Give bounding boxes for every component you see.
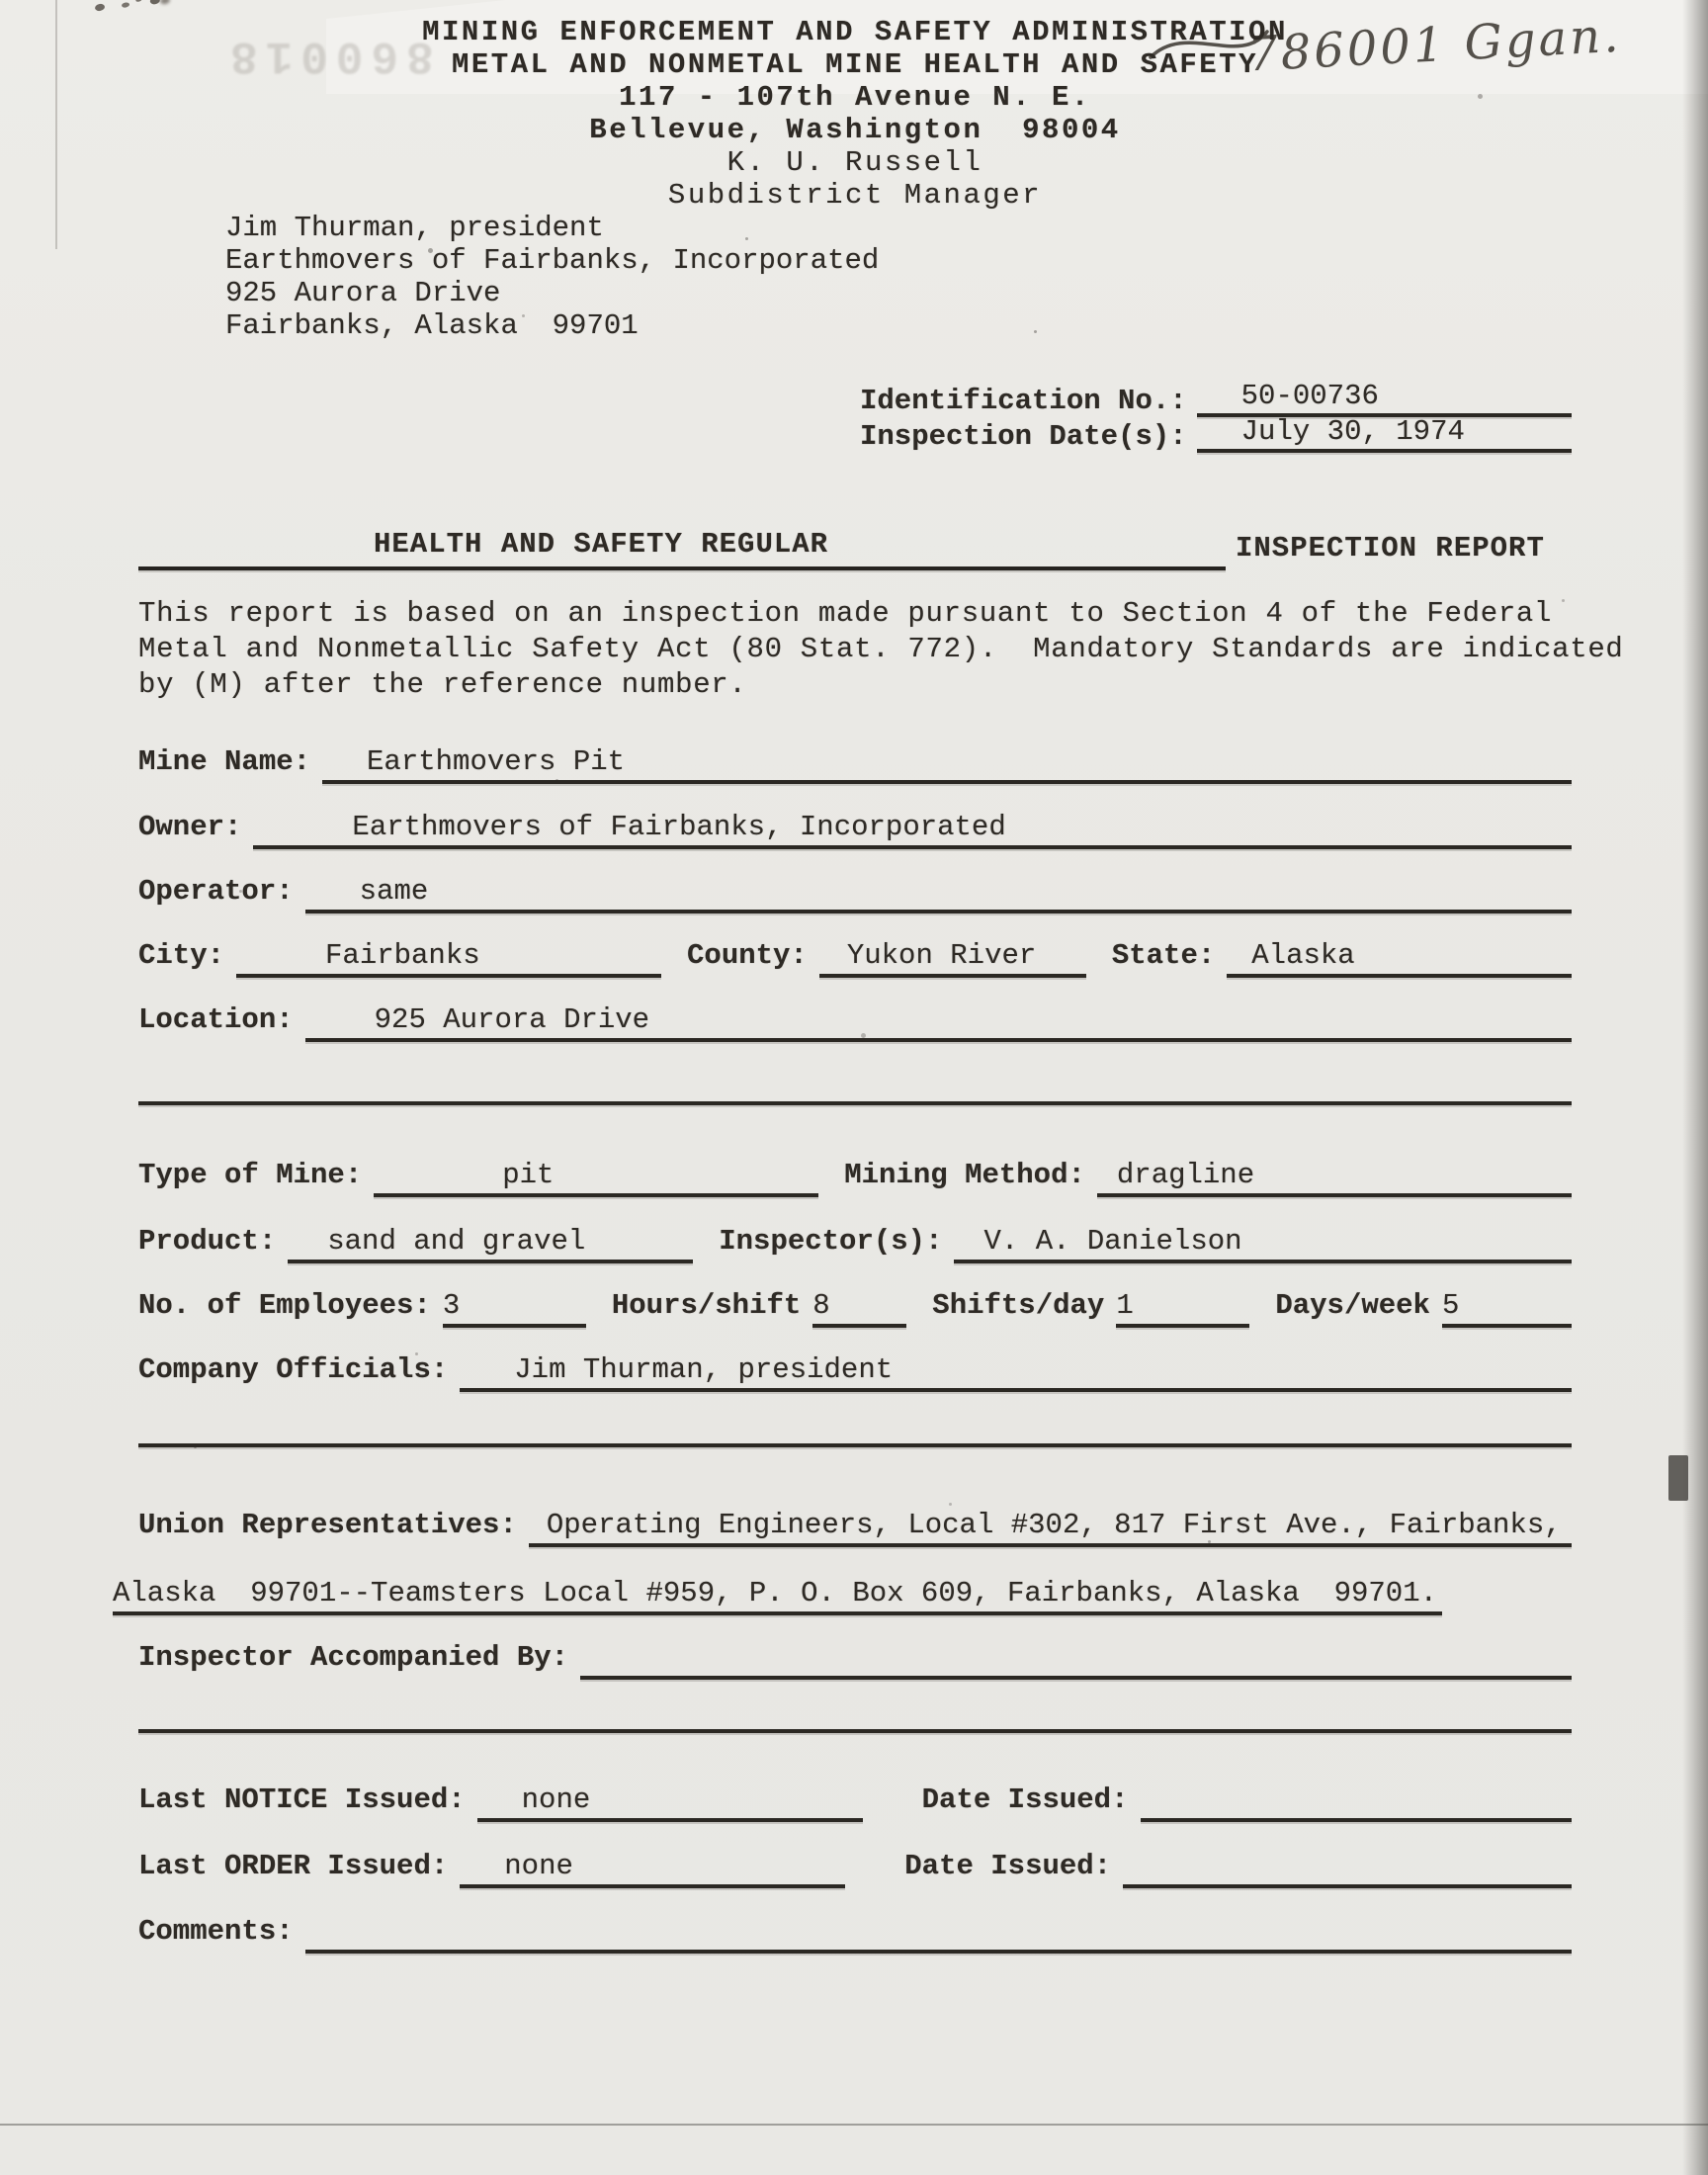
shifts-day-value: 1 bbox=[1116, 1289, 1134, 1322]
mine-name-underline bbox=[322, 746, 1572, 784]
owner-value: Earthmovers of Fairbanks, Incorporated bbox=[352, 811, 1006, 843]
inspector-accompanied-underline bbox=[580, 1642, 1572, 1680]
company-officials-label: Company Officials: bbox=[138, 1353, 449, 1386]
inspector-accompanied-row bbox=[138, 1642, 1572, 1680]
inspection-date-value: July 30, 1974 bbox=[1240, 415, 1465, 448]
last-order-label: Last ORDER Issued: bbox=[138, 1850, 449, 1882]
type-method-row bbox=[138, 1160, 1572, 1197]
city-county-state-row bbox=[138, 940, 1572, 978]
letterhead bbox=[138, 16, 1572, 212]
order-date-issued-label: Date Issued: bbox=[904, 1850, 1112, 1882]
identification-number-value: 50-00736 bbox=[1240, 380, 1379, 412]
mine-name-label: Mine Name: bbox=[138, 745, 311, 778]
county-value: Yukon River bbox=[846, 939, 1037, 972]
mine-name-row bbox=[138, 746, 1572, 784]
state-underline bbox=[1227, 940, 1572, 978]
hours-shift-label: Hours/shift bbox=[611, 1289, 802, 1322]
comments-underline bbox=[305, 1916, 1572, 1954]
office-address-line-2: Bellevue, Washington 98004 bbox=[589, 114, 1121, 146]
last-notice-label: Last NOTICE Issued: bbox=[138, 1784, 466, 1816]
report-title-text: INSPECTION REPORT bbox=[1236, 532, 1545, 565]
blank-rule-3 bbox=[138, 1729, 1572, 1733]
shifts-day-label: Shifts/day bbox=[932, 1289, 1105, 1322]
county-label: County: bbox=[687, 939, 808, 972]
manager-title: Subdistrict Manager bbox=[667, 179, 1043, 212]
city-underline bbox=[236, 940, 661, 978]
company-officials-underline bbox=[460, 1354, 1572, 1392]
inspectors-underline bbox=[954, 1226, 1572, 1263]
mining-method-underline bbox=[1097, 1160, 1572, 1197]
identification-number-label: Identification No.: bbox=[860, 385, 1187, 417]
days-week-underline bbox=[1442, 1290, 1572, 1328]
addressee-company: Earthmovers of Fairbanks, Incorporated bbox=[225, 244, 880, 277]
type-of-mine-underline bbox=[374, 1160, 818, 1197]
intro-line-1: This report is based on an inspection made pursuant to Section 4 of the Federal bbox=[138, 597, 1553, 630]
last-order-value: none bbox=[504, 1850, 573, 1882]
product-inspector-row bbox=[138, 1226, 1572, 1263]
city-value: Fairbanks bbox=[325, 939, 480, 972]
union-representatives-row bbox=[138, 1510, 1572, 1547]
operator-row bbox=[138, 876, 1572, 914]
days-week-value: 5 bbox=[1441, 1289, 1460, 1322]
employees-label: No. of Employees: bbox=[138, 1289, 431, 1322]
inspectors-label: Inspector(s): bbox=[719, 1225, 943, 1258]
agency-name-line-1: MINING ENFORCEMENT AND SAFETY ADMINISTRATION bbox=[422, 16, 1288, 48]
union-representatives-continuation-row bbox=[113, 1578, 1572, 1615]
last-notice-row bbox=[138, 1784, 1572, 1822]
shifts-day-underline bbox=[1116, 1290, 1249, 1328]
identification-block bbox=[860, 382, 1572, 453]
comments-row bbox=[138, 1916, 1572, 1954]
report-title-row bbox=[138, 528, 1572, 570]
location-value: 925 Aurora Drive bbox=[374, 1003, 650, 1036]
union-representatives-underline-2 bbox=[113, 1578, 1442, 1615]
city-label: City: bbox=[138, 939, 225, 972]
report-type-text: HEALTH AND SAFETY REGULAR bbox=[374, 528, 829, 561]
location-label: Location: bbox=[138, 1003, 294, 1036]
product-label: Product: bbox=[138, 1225, 277, 1258]
type-of-mine-label: Type of Mine: bbox=[138, 1159, 363, 1191]
product-underline bbox=[288, 1226, 693, 1263]
inspector-accompanied-label: Inspector Accompanied By: bbox=[138, 1641, 569, 1674]
office-address-line-1: 117 - 107th Avenue N. E. bbox=[619, 81, 1091, 114]
state-label: State: bbox=[1111, 939, 1216, 972]
manager-name: K. U. Russell bbox=[726, 146, 983, 179]
handwritten-annotation: 786001 Ggan. bbox=[1245, 7, 1623, 83]
last-notice-underline bbox=[477, 1784, 863, 1822]
location-underline bbox=[305, 1004, 1572, 1042]
report-type-underline bbox=[138, 528, 1226, 570]
inspection-date-underline bbox=[1197, 415, 1572, 453]
days-week-label: Days/week bbox=[1275, 1289, 1430, 1322]
intro-line-2: Metal and Nonmetallic Safety Act (80 Stat. 772). Mandatory Standards are indicated bbox=[138, 633, 1624, 665]
inspection-date-row bbox=[860, 417, 1572, 453]
identification-number-row bbox=[860, 382, 1572, 417]
owner-row bbox=[138, 812, 1572, 849]
product-value: sand and gravel bbox=[327, 1225, 586, 1258]
mine-name-value: Earthmovers Pit bbox=[367, 745, 626, 778]
state-value: Alaska bbox=[1251, 939, 1355, 972]
addressee-street: 925 Aurora Drive bbox=[225, 277, 501, 309]
inspectors-value: V. A. Danielson bbox=[983, 1225, 1242, 1258]
operator-label: Operator: bbox=[138, 875, 294, 908]
scan-bottom-line bbox=[0, 2124, 1708, 2126]
comments-label: Comments: bbox=[138, 1915, 294, 1948]
county-underline bbox=[819, 940, 1086, 978]
intro-line-3: by (M) after the reference number. bbox=[138, 668, 747, 701]
employees-value: 3 bbox=[442, 1289, 461, 1322]
operator-value: same bbox=[359, 875, 429, 908]
identification-number-underline bbox=[1197, 380, 1572, 417]
addressee-city-state: Fairbanks, Alaska 99701 bbox=[225, 309, 639, 342]
addressee-name: Jim Thurman, president bbox=[225, 212, 604, 244]
intro-paragraph bbox=[138, 596, 1624, 703]
employees-shift-row bbox=[138, 1290, 1572, 1328]
ghost-stamp: 860018 bbox=[222, 30, 434, 81]
hours-shift-value: 8 bbox=[812, 1289, 830, 1322]
hours-shift-underline bbox=[812, 1290, 906, 1328]
blank-rule-1 bbox=[138, 1101, 1572, 1105]
owner-underline bbox=[253, 812, 1572, 849]
operator-underline bbox=[305, 876, 1572, 914]
employees-underline bbox=[443, 1290, 586, 1328]
mining-method-label: Mining Method: bbox=[844, 1159, 1085, 1191]
addressee-block bbox=[225, 212, 1572, 342]
notice-date-issued-underline bbox=[1141, 1784, 1573, 1822]
last-notice-value: none bbox=[521, 1784, 591, 1816]
company-officials-value: Jim Thurman, president bbox=[514, 1353, 894, 1386]
last-order-row bbox=[138, 1851, 1572, 1888]
type-of-mine-value: pit bbox=[502, 1159, 555, 1191]
owner-label: Owner: bbox=[138, 811, 242, 843]
mining-method-value: dragline bbox=[1116, 1159, 1255, 1191]
union-representatives-underline-1 bbox=[529, 1510, 1572, 1547]
union-representatives-label: Union Representatives: bbox=[138, 1509, 517, 1541]
union-representatives-value-line-2: Alaska 99701--Teamsters Local #959, P. O. Box 609, Fairbanks, Alaska 99701. bbox=[113, 1577, 1438, 1610]
location-row bbox=[138, 1004, 1572, 1042]
company-officials-row bbox=[138, 1354, 1572, 1392]
last-order-underline bbox=[460, 1851, 845, 1888]
union-representatives-value-line-1: Operating Engineers, Local #302, 817 First Ave., Fairbanks, bbox=[546, 1509, 1562, 1541]
notice-date-issued-label: Date Issued: bbox=[921, 1784, 1129, 1816]
order-date-issued-underline bbox=[1123, 1851, 1572, 1888]
inspection-date-label: Inspection Date(s): bbox=[860, 420, 1187, 453]
agency-name-line-2: METAL AND NONMETAL MINE HEALTH AND SAFETY bbox=[451, 48, 1259, 81]
blank-rule-2 bbox=[138, 1443, 1572, 1447]
